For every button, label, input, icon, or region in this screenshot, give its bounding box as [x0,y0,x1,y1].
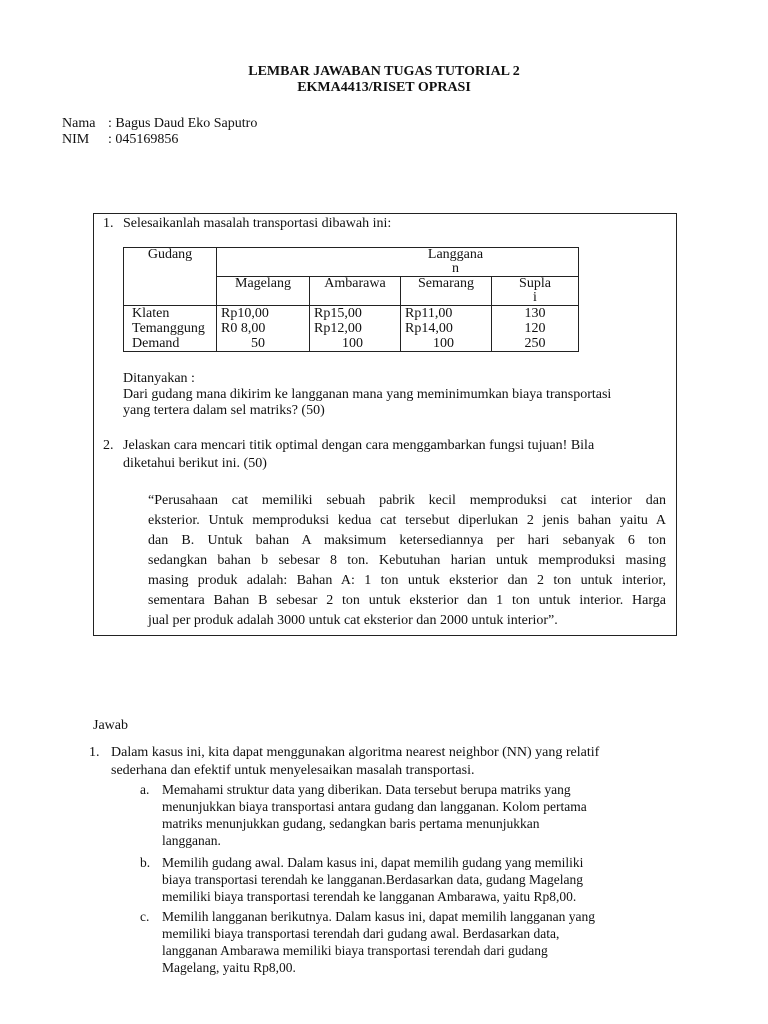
quote-line: masing produk adalah: Bahan A: 1 ton untuk eksterior dan 2 ton untuk interior, [148,573,666,588]
quote-line: sedangkan bahan b sebesar 8 ton. Kebutuhan harian untuk memproduksi masing [148,553,666,568]
step-c-text: Memilih langganan berikutnya. Dalam kasus ini, dapat memilih langganan yang memiliki biaya transportasi terendah dari gudang awal. Berdasarkan data, langganan Ambarawa memiliki biaya transportasi terendah dari gudang Magelang, yaitu Rp8,00. [162,909,596,975]
quote-line: jual per produk adalah 3000 untuk cat eksterior dan 2000 untuk interior”. [148,613,558,628]
name-value: : Bagus Daud Eko Saputro [108,116,258,131]
step-b-text: Memilih gudang awal. Dalam kasus ini, dapat memilih gudang yang memiliki biaya transportasi terendah ke langganan.Berdasarkan data, gudang Magelang memiliki biaya transportasi terendah ke langganan Ambarawa, yaitu Rp8,00. [162,855,584,904]
nim-value: : 045169856 [108,132,179,147]
column-ambarawa-values: Rp15,00 Rp12,00 100 [310,306,401,352]
question1-text: Selesaikanlah masalah transportasi dibawah ini: [123,216,392,231]
name-row [62,116,257,132]
step-b-marker: b. [140,855,151,870]
quote-line: sementara Bahan B sebesar 2 ton untuk eksterior dan 1 ton untuk interior. Harga [148,593,666,608]
row-temanggung: Temanggung [132,321,205,336]
quote-line: “Perusahaan cat memiliki sebuah pabrik kecil memproduksi cat interior dan [148,493,666,508]
gudang-header: Gudang [124,248,217,306]
quote-line: eksterior. Untuk memproduksi kedua cat tersebut diperlukan 2 jenis bahan yaitu A [148,513,666,528]
step-c-marker: c. [140,909,150,924]
row-klaten: Klaten [132,306,170,321]
question1-number: 1. [103,216,114,231]
step-a-text: Memahami struktur data yang diberikan. Data tersebut berupa matriks yang menunjukkan biaya transportasi antara gudang dan langganan. Kolom pertama matriks menunjukkan gudang, sedangkan baris pertama menunjukkan langganan. [162,782,587,848]
step-a-marker: a. [140,782,150,797]
row-demand: Demand [132,336,180,351]
column-header-semarang: Semarang [401,277,492,306]
quote-block [148,491,666,631]
asked-label: Ditanyakan : [123,371,195,386]
supply-values: 130 120 250 [492,306,579,352]
column-magelang-values: Rp10,00 R0 8,00 50 [217,306,310,352]
asked-line-2: yang tertera dalam sel matriks? (50) [123,403,325,418]
question2-number: 2. [103,438,114,453]
langganan-header: Langgana n [217,248,579,277]
question2-line-2: diketahui berikut ini. (50) [123,456,267,471]
column-header-magelang: Magelang [217,277,310,306]
column-header-ambarawa: Ambarawa [310,277,401,306]
course-code: EKMA4413/RISET OPRASI [297,80,471,95]
asked-line-1: Dari gudang mana dikirim ke langganan mana yang meminimumkan biaya transportasi [123,387,612,402]
question2-line-1: Jelaskan cara mencari titik optimal dengan cara menggambarkan fungsi tujuan! Bila [123,438,595,453]
answer-heading: Jawab [93,718,128,733]
nim-label: NIM [62,132,90,147]
quote-line: dan B. Untuk bahan A maksimum ketersediannya per hari sebanyak 6 ton [148,533,666,548]
page-title: LEMBAR JAWABAN TUGAS TUTORIAL 2 [248,64,520,79]
column-semarang-values: Rp11,00 Rp14,00 100 [401,306,492,352]
answer-item1-line-1: Dalam kasus ini, kita dapat menggunakan algoritma nearest neighbor (NN) yang relatif [111,745,600,760]
transport-table [123,247,579,352]
nim-row [62,132,178,148]
answer-item1-number: 1. [89,745,100,760]
answer-item1-line-2: sederhana dan efektif untuk menyelesaikan masalah transportasi. [111,763,475,778]
supply-header: Supla i [492,277,579,306]
name-label: Nama [62,116,96,131]
row-names [124,306,217,352]
